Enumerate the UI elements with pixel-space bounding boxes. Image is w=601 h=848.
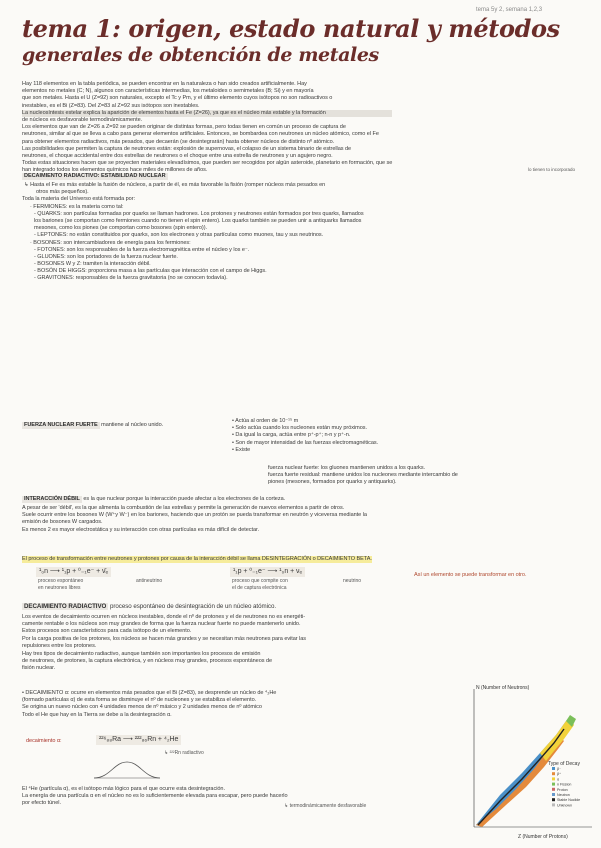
legend-label: β⁻ [557,767,561,771]
text-line: - GLUONES: son los portadores de la fuerza nuclear fuerte. [34,253,178,260]
text-line: otros más pequeños). [36,189,89,196]
intro-line: La nucleosíntesis estelar explica la aparición de elementos hasta el Fe (Z=26), ya que es el núcleo más estable y la formación [22,110,392,117]
text-line: emisión de bosones W cargados. [22,519,103,526]
weak-lead: es la que nuclear porque la interacción puede afectar a los electrones de la corteza. [83,496,286,502]
bullet: • Solo actúa cuando los nucleones están muy próximos. [232,425,367,432]
alpha-label: decaimiento α: [26,738,62,744]
weak-title [22,496,285,503]
legend-swatch [552,788,555,791]
legend-swatch [552,767,555,770]
text-line: · FERMIONES: es la materia como tal: [30,203,124,210]
intro-line: de núcleos es desfavorable termodinámicamente. [22,116,143,123]
intro-line: que son metales. Hasta el U (Z=92) son naturales, excepto el Tc y Pm, y el último elemento cuyos isótopos no son radioactivos o [22,95,333,102]
intro-line: Hay 118 elementos en la tabla periódica, se pueden encontrar en la naturaleza o han sido creados artificialmente. Hay [22,81,307,87]
alpha-text [22,690,276,719]
decay-types-text [22,651,272,673]
strong-force-title [22,422,163,429]
text-line: A pesar de ser 'débil', es la que alimenta la combustión de las estrellas y permite la generación de nuevos elementos a partir de otros. [22,505,345,511]
section-heading-strong: FUERZA NUCLEAR FUERTE [24,422,98,428]
strong-force-lead: mantiene al núcleo unido. [101,422,164,428]
text-line: (formado partículas α) de esta forma se disminuye el nº de nucleones y se estabiliza el elemento. [22,697,257,704]
eq2-note: proceso que compite con [232,578,288,584]
text-line: - FOTONES: son los responsables de la fuerza electromagnética entre el núcleo y los e⁻. [34,246,250,253]
section-header [22,173,168,180]
decay-title [22,603,276,610]
intro-note: lo tienen to incorporado [528,167,576,172]
beta-equation-1: ¹₀n ⟶ ¹₁p + ⁰₋₁e⁻ + ν̄ₑ [36,567,111,577]
legend-swatch [552,798,555,801]
text-line: ↳ Hasta el Fe es más estable la fusión de núcleos, a partir de él, es más favorable la fisión (romper núcleos más pesados en [24,182,326,188]
decay-lead: proceso espontáneo de desintegración de un núcleo atómico. [110,603,277,610]
legend-label: Neutron [557,793,570,797]
eq1-note: antineutrino [136,578,163,584]
text-line: Es menos 2 es mayor electrostática y su interacción con otras partículas es más difícil de detectar. [22,526,260,533]
tunnel-text [22,786,287,808]
intro-line: han integrado todos los elementos químicos hace miles de millones de años. [22,167,208,174]
bullet: • Actúa al orden de 10⁻¹⁵ m [232,418,299,424]
tunnel-note: ↳ termodinámicamente desfavorable [284,803,367,809]
legend-label: Proton [557,787,568,792]
strong-force-bullets [232,418,378,454]
bullet: fuerza nuclear fuerte: los gluones mantienen unidos a los quarks. [268,465,426,471]
intro-line: elementos no metales (C; N), algunos con características intermedias, los metaloides o semimetales (B; Si) y en mayoría [22,88,314,95]
eq1-note: proceso espontáneo [38,578,84,584]
text-line: mesones, como los piones (se comportan como bosones (spin entero)). [34,225,208,232]
text-line: repulsiones entre los protones. [22,642,97,649]
text-line: camente rentable o los núcleos son muy grandes de forma que la fuerza nuclear fuerte no puede mantenerlo unido. [22,621,301,628]
strong-force-types [268,465,458,487]
section-heading-decay: DECAIMIENTO RADIACTIVO [24,603,107,610]
beta-equation-2: ¹₁p + ⁰₋₁e⁻ ⟶ ¹₀n + νₑ [230,567,305,577]
eq1-note: en neutrones libres [38,585,81,591]
header-meta: tema 5y 2, semana 1,2,3 [476,7,543,13]
legend-swatch [552,772,555,775]
legend-label: Unknown [557,803,572,808]
chart-xlabel: Z (Number of Protons) [518,834,568,840]
legend-swatch [552,793,555,796]
text-line: - BOSÓN DE HIGGS: proporciona masa a las partículas que interacción con el campo de Higgs. [34,268,267,275]
text-line: Se origina un nuevo núcleo con 4 unidades menos de nº másico y 2 unidades menos de nº atómico [22,704,262,711]
page-title: tema 1: origen, estado natural y métodos [22,14,560,43]
eq2-note: neutrino [343,578,362,584]
text-line: Estos procesos son característicos para cada isótopo de un elemento. [22,628,192,635]
text-line: Suele ocurrir entre los bosones W (W⁺y W⁻) en los bariones, haciendo que un protón se pueda transformar en neutrón y viceversa mediante la [22,512,367,519]
legend-swatch [552,777,555,780]
eq-conclusion: Así un elemento se puede transformar en otro. [414,572,527,578]
section-heading-weak: INTERACCIÓN DÉBIL [24,496,80,502]
legend-label: Stable Nuclide [557,798,581,803]
legend-title: Type of Decay [548,761,580,767]
legend-label: α [557,777,560,782]
text-line: - BOSONES W y Z: tramiten la interacción débil. [34,261,151,268]
text-line: de neutrones, de protones, la captura electrónica, y en núcleos muy grandes, procesos espontáneos de [22,658,273,665]
text-line: Por la carga positiva de los protones, los núcleos se hacen más grandes y se necesitan más neutrones para evitar las [22,635,307,642]
potential-barrier-sketch [92,760,162,780]
legend-swatch [552,783,555,786]
section-heading-stability: DECAIMIENTO RADIACTIVO: ESTABILIDAD NUCLEAR [24,173,166,179]
section-stability-text [22,182,364,283]
text-line: • DECAIMIENTO α: ocurre en elementos más pesados que el Bi (Z=83), se desprende un núcleo de ⁴₂He [22,690,277,696]
text-line: Todo el He que hay en la Tierra se debe a la desintegración α. [22,711,172,718]
text-line: · BOSONES: son intercambiadores de energía para los fermiones: [30,239,191,246]
bullet: • Existe [232,446,251,453]
bullet: • Son de mayor intensidad de las fuerzas electromagnéticas. [232,439,379,446]
beta-decay-line: El proceso de transformación entre neutrones y protones por causa de la interacción débil se llama DESINTEGRACIÓN o DECAIMIENTO BETA. [22,556,372,562]
text-line: - QUARKS: son partículas formadas por quarks se llaman hadrones. Los protones y neutrones están formados por tres quarks, llamados [34,210,364,217]
intro-line: neutrones, el choque accidental entre dos estrellas de neutrones o el choque entre una estrella de neutrones y un agujero negro. [22,152,333,159]
alpha-equation: ²²⁶₈₈Ra ⟶ ²²²₈₆Rn + ⁴₂He [96,735,181,745]
text-line: - LEPTONES: no están constituidos por quarks, son los electrones y otras partículas como muones, tau y sus neutrinos. [34,232,324,239]
text-line: los bariones (se comportan como fermiones cuando no tienen el spin entero). Los quarks también se pueden unir a antiquarks llamados [34,217,362,224]
legend-label: β⁺ [557,772,561,777]
text-line: por efecto túnel. [22,800,61,807]
intro-line: neutrones, similar al que se lleva a cabo para generar elementos artificiales. Entonces, se bombardea con neutrones un núcleo atómico, como el Fe [22,131,379,138]
weak-text [22,505,367,534]
text-line: Los eventos de decaimiento ocurren en núcleos inestables, donde el nº de protones y el de neutrones no es energéti- [22,614,306,620]
intro-line: Todas estas situaciones hacen que se proyecten materiales elevadísimos, que pueden ser recogidos por algún asteroide, planetario en formación, que se [22,160,393,167]
intro-line: para obtener elementos radiactivos, más pesados, que decaerán (se desintegrarán) hasta obtener núcleos de distinto nº atómico. [22,138,335,145]
decay-text [22,614,306,650]
text-line: fisión nuclear. [22,665,56,672]
eq2-note: el de captura electrónica [232,585,287,591]
intro-text [22,81,392,174]
text-line: Hay tres tipos de decaimiento radiactivo, aunque también son importantes los procesos de emisión [22,651,261,657]
text-line: El ⁴He (partícula α), es el isótopo más lógico para el que ocurre esta desintegración. [22,786,225,792]
bullet: piones (mesones, formados por quarks y antiquarks). [268,479,397,486]
intro-line: Las posibilidades que permiten la captura de neutrones están: explosión de supernovas, el colapso de un sistema binario de estrellas de [22,145,352,152]
legend-label: n Fission [557,782,572,787]
intro-line: Los elementos que van de Z=26 a Z=92 se pueden originar de distintas formas, pero todas tienen en común un proceso de captura de [22,124,346,131]
intro-line: inestables, es el Bi (Z=83). Del Z=83 al Z=92 sus isótopos son inestables. [22,102,200,109]
text-line: Toda la materia del Universo está formada por: [22,196,136,203]
nuclide-chart [460,677,600,845]
page-subtitle: generales de obtención de metales [22,44,379,66]
chart-ylabel: N (Number of Neutrons) [476,685,530,691]
text-line: - GRAVITONES: responsables de la fuerza gravitatoria (no se conocen todavía). [34,275,228,282]
legend-swatch [552,803,555,806]
alpha-note: ↳ ²²²Rn radiactivo [164,750,204,756]
bullet: fuerza fuerte residual: mantiene unidos los nucleones mediante intercambio de [268,472,458,479]
bullet: • Da igual la carga, actúa entre p⁺-p⁺; n-n y p⁺-n. [232,432,351,439]
text-line: La energía de una partícula α en el núcleo no es lo suficientemente elevada para escapar, pero puede hacerlo [22,793,288,800]
chart-legend [552,767,580,807]
